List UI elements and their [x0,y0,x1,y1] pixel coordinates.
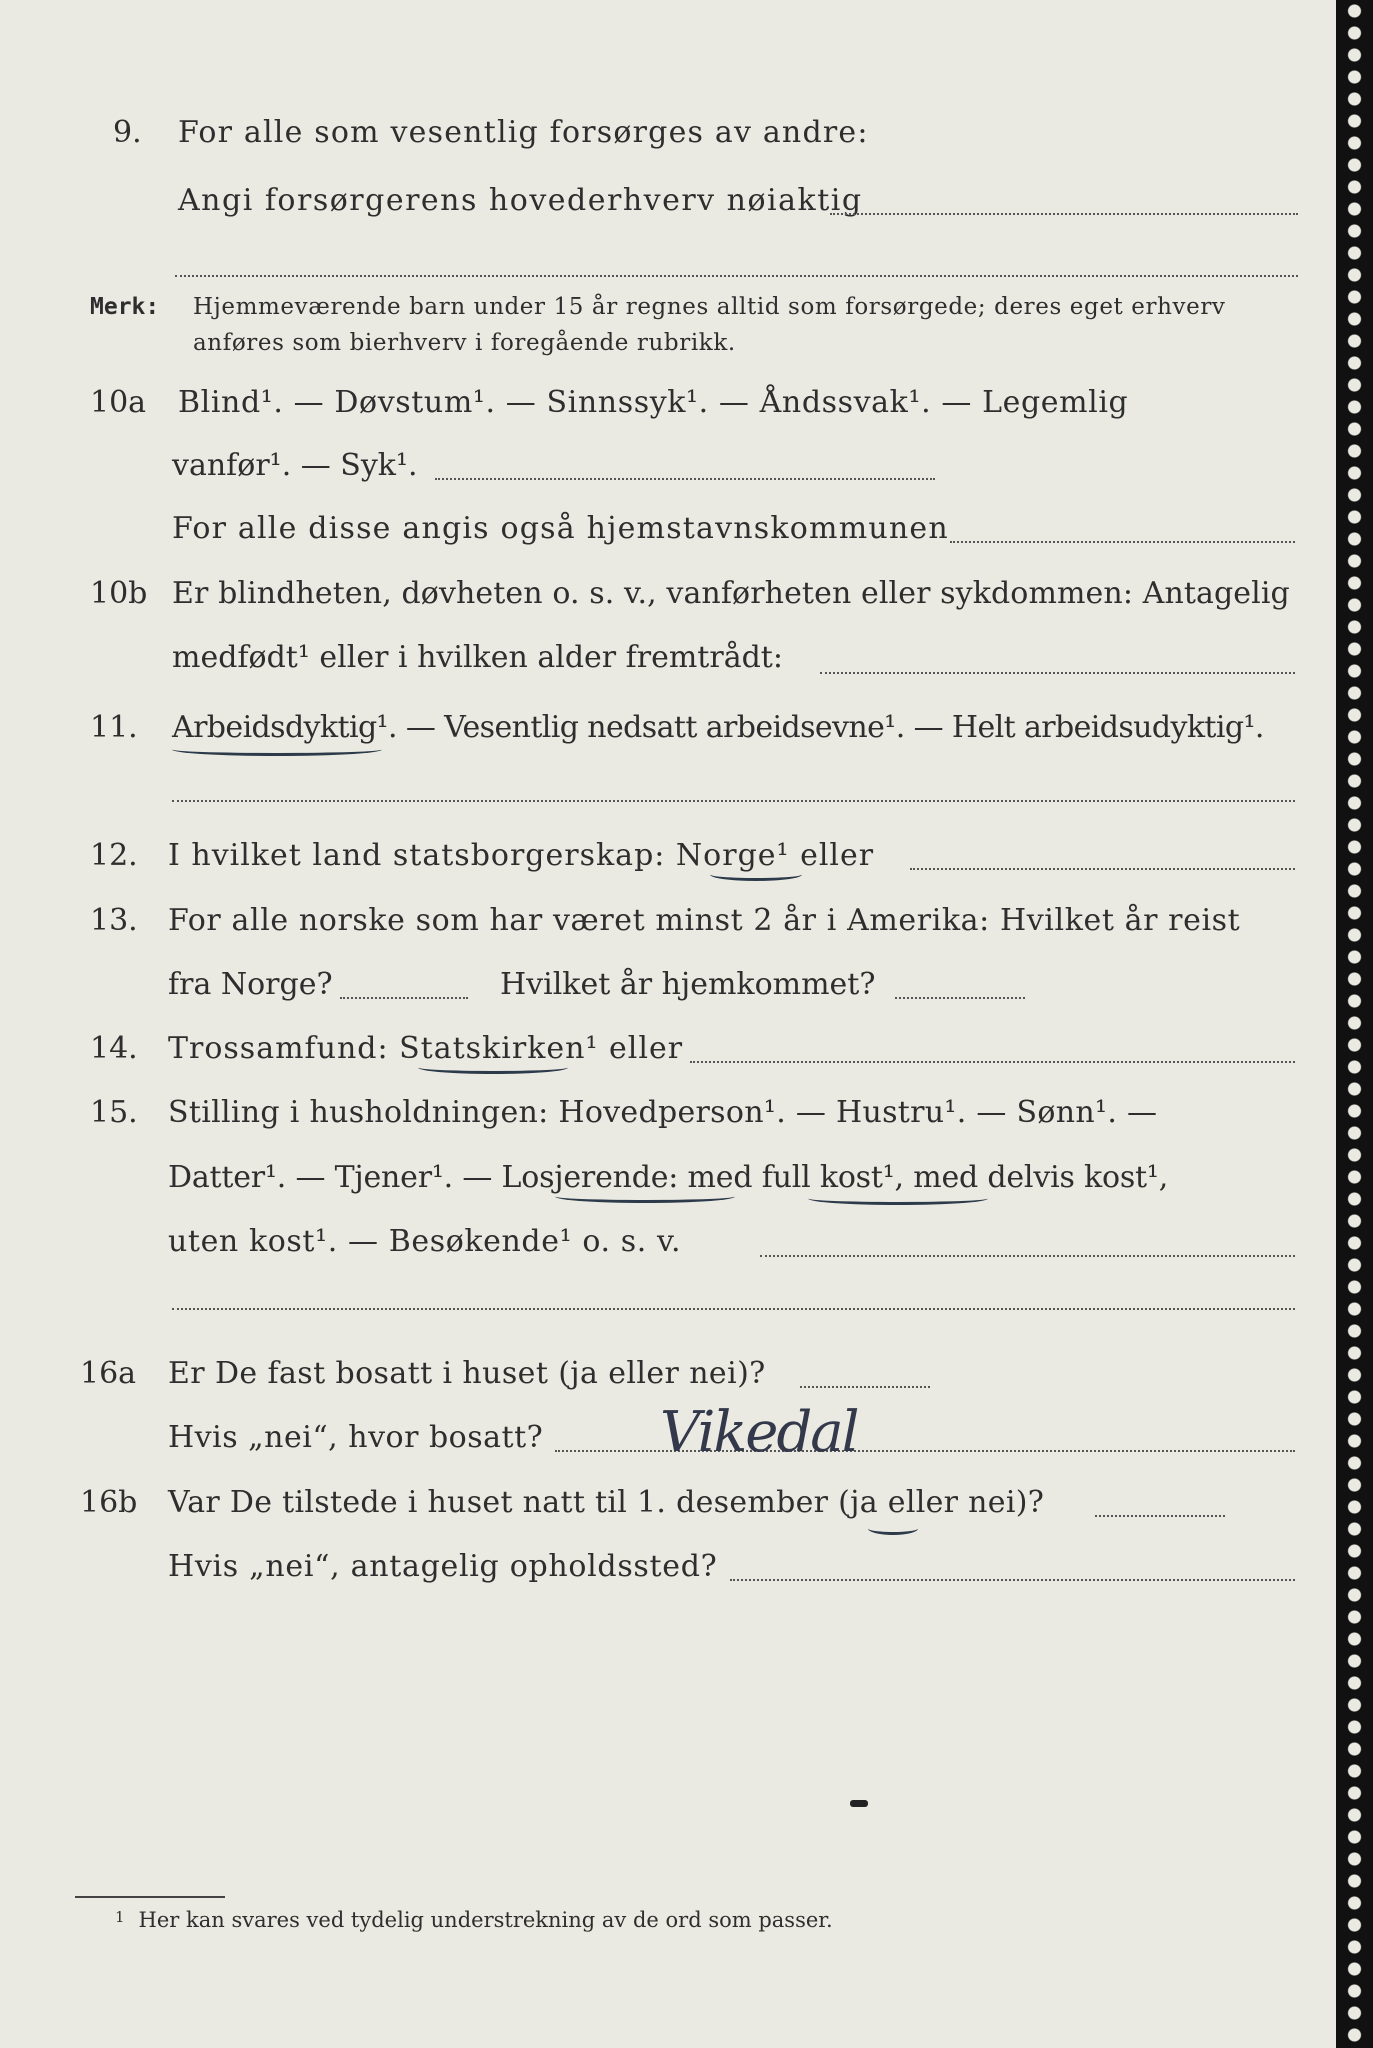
q10a-text: Blind¹. — Døvstum¹. — Sinnssyk¹. — Åndssvak¹. — Legemlig [178,385,1129,420]
q13-text-2b: Hvilket år hjemkommet? [500,967,876,1002]
q14-number: 14. [90,1031,138,1066]
q14-underline-mark [418,1061,568,1074]
q13-text: For alle norske som har været minst 2 år i Amerika: Hvilket år reist [168,903,1241,938]
footnote-rule [75,1896,225,1898]
q14-answer-line[interactable] [690,1061,1295,1063]
q10a-text-2: vanfør¹. — Syk¹. [172,448,418,483]
q10a-answer-line[interactable] [435,478,935,480]
q16b-number: 16b [80,1485,138,1520]
q16a-number: 16a [80,1356,137,1391]
q15-answer-line-2[interactable] [172,1308,1295,1310]
q15-underline-mark-2 [808,1192,988,1205]
q15-text: Stilling i husholdningen: Hovedperson¹. — Hustru¹. — Sønn¹. — [168,1095,1158,1130]
q15-underline-mark-1 [555,1190,735,1203]
q10b-text: Er blindheten, døvheten o. s. v., vanførheten eller sykdommen: Antagelig [172,576,1290,611]
q16b-answer-line-2[interactable] [730,1579,1295,1581]
q11-answer-line[interactable] [172,800,1295,802]
q10a-number: 10a [90,385,147,420]
q11-underline-mark [172,743,382,756]
merk-text-2: anføres som bierhverv i foregående rubrikk. [193,330,736,356]
q13-text-2a: fra Norge? [168,967,333,1002]
q12-underline-mark [710,868,802,881]
merk-label: Merk: [90,294,160,320]
q10b-text-2: medfødt¹ eller i hvilken alder fremtrådt: [172,640,783,675]
q12-number: 12. [90,838,138,873]
q12-text: I hvilket land statsborgerskap: Norge¹ eller [168,838,875,873]
q9-text: For alle som vesentlig forsørges av andre: [178,115,869,150]
footnote-text: Her kan svares ved tydelig understrekning av de ord som passer. [138,1908,833,1932]
q9-answer-line[interactable] [830,213,1298,215]
q15-text-3: uten kost¹. — Besøkende¹ o. s. v. [168,1224,682,1259]
q11-text: Arbeidsdyktig¹. — Vesentlig nedsatt arbeidsevne¹. — Helt arbeidsudyktig¹. [172,710,1264,745]
q9-number: 9. [113,115,142,150]
q9-answer-line-2[interactable] [175,275,1298,277]
footnote-mark: 1 [115,1908,125,1926]
merk-text: Hjemmeværende barn under 15 år regnes alltid som forsørgede; deres eget erhverv [193,294,1226,320]
q11-number: 11. [90,710,138,745]
q12-answer-line[interactable] [910,868,1295,870]
q16a-answer-line[interactable] [800,1386,930,1388]
footnote [115,1908,833,1932]
q10a-answer-line-2[interactable] [950,541,1295,543]
q15-text-2: Datter¹. — Tjener¹. — Losjerende: med full kost¹, med delvis kost¹, [168,1160,1169,1195]
q16a-handwritten-answer: Vikedal [660,1400,858,1465]
q10b-number: 10b [90,576,148,611]
q10b-answer-line[interactable] [820,672,1295,674]
q16b-text: Var De tilstede i huset natt til 1. desember (ja eller nei)? [168,1485,1045,1520]
perforated-edge [1336,0,1373,2048]
q16a-text: Er De fast bosatt i huset (ja eller nei)? [168,1356,766,1391]
q16b-text-2: Hvis „nei“, antagelig opholdssted? [168,1549,718,1584]
q9-text-2: Angi forsørgerens hovederhverv nøiaktig [178,183,863,218]
q14-text: Trossamfund: Statskirken¹ eller [168,1031,684,1066]
q13-answer-line-2[interactable] [895,997,1025,999]
q10a-text-3: For alle disse angis også hjemstavnskommunen [172,511,949,546]
ink-mark [850,1800,868,1807]
q16a-text-2: Hvis „nei“, hvor bosatt? [168,1420,544,1455]
q16b-answer-line[interactable] [1095,1515,1225,1517]
q16b-underline-mark [868,1522,918,1535]
q13-answer-line[interactable] [340,997,468,999]
q15-number: 15. [90,1095,138,1130]
q15-answer-line[interactable] [760,1255,1295,1257]
q13-number: 13. [90,903,138,938]
